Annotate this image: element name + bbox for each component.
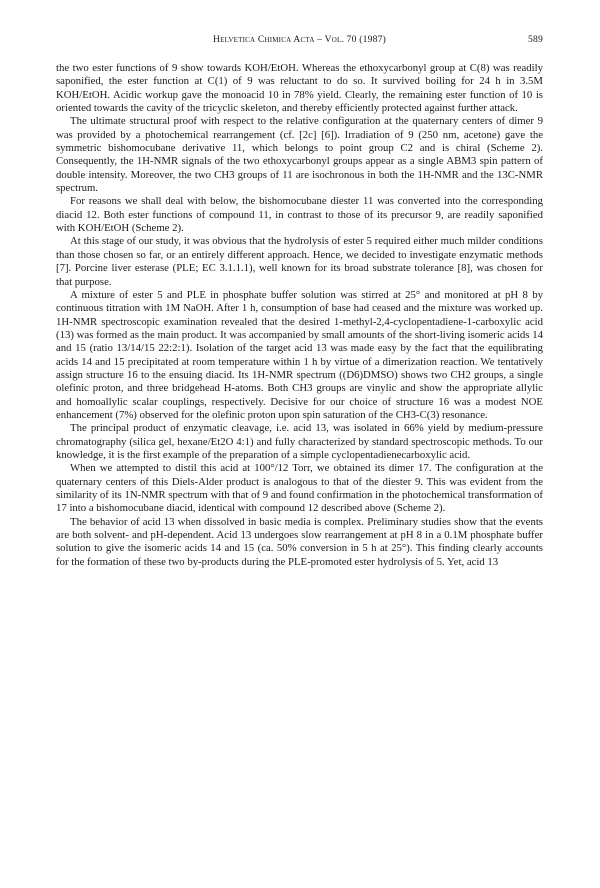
paragraph-1: the two ester functions of 9 show towards KOH/EtOH. Whereas the ethoxycarbonyl group at C(8) was readily saponified, the ester function at C(1) of 9 was reluctant to do so. It survived boiling for 24 h in 3.5M KOH/EtOH. Acidic workup gave the monoacid 10 in 78% yield. Clearly, the remaining ester function of 10 is oriented towards the cavity of the tricyclic skeleton, and thereby efficiently protected against further attack. — [56, 62, 543, 115]
paragraph-5: A mixture of ester 5 and PLE in phosphate buffer solution was stirred at 25° and monitored at pH 8 by continuous titration with 1M NaOH. After 1 h, consumption of base had ceased and the mixture was worked up. 1H-NMR spectroscopic examination revealed that the desired 1-methyl-2,4-cyclopentadiene-1-carboxylic acid (13) was formed as the main product. It was accompanied by small amounts of the short-living isomeric acids 14 and 15 (ratio 13/14/15 22:2:1). Isolation of the target acid 13 was made easy by the fact that the equilibrating acids 14 and 15 precipitated at room temperature within 1 h by virtue of a dimerization reaction. We tentatively assign structure 16 to the ensuing diacid. Its 1H-NMR spectrum ((D6)DMSO) shows two CH2 groups, a single olefinic proton, and three bridgehead H-atoms. Both CH3 groups are vinylic and show the appropriate allylic and homoallylic scalar couplings, respectively. Decisive for our choice of structure 16 was a modest NOE enhancement (7%) observed for the olefinic proton upon spin saturation of the CH3-C(3) resonance. — [56, 288, 543, 421]
paragraph-6: The principal product of enzymatic cleavage, i.e. acid 13, was isolated in 66% yield by medium-pressure chromatography (silica gel, hexane/Et2O 4:1) and fully characterized by standard spectroscopic methods. To our knowledge, it is the first example of the preparation of a simple cyclopentadienecarboxylic acid. — [56, 422, 543, 461]
paragraph-4: At this stage of our study, it was obvious that the hydrolysis of ester 5 required either much milder conditions than those chosen so far, or an entirely different approach. Hence, we decided to investigate enzymatic methods [7]. Porcine liver esterase (PLE; EC 3.1.1.1), well known for its broad substrate tolerance [8], was chosen for that purpose. — [56, 235, 543, 288]
journal-title: Helvetica Chimica Acta – Vol. 70 (1987) — [212, 34, 387, 45]
paragraph-3: For reasons we shall deal with below, the bishomocubane diester 11 was converted into the corresponding diacid 12. Both ester functions of compound 11, in contrast to those of its precursor 9, are readily saponified with KOH/EtOH (Scheme 2). — [56, 195, 543, 235]
paragraph-8: The behavior of acid 13 when dissolved in basic media is complex. Preliminary studies show that the events are both solvent- and pH-dependent. Acid 13 undergoes slow rearrangement at pH 8 in a 0.1M phosphate buffer solution to give the isomeric acids 14 and 15 (ca. 50% conversion in 5 h at 25°). This finding clearly accounts for the formation of these two by-products during the PLE-promoted ester hydrolysis of 5. Yet, acid 13 — [56, 515, 543, 568]
article-body — [56, 62, 543, 569]
page-number: 589 — [528, 34, 543, 45]
journal-page — [56, 34, 543, 569]
running-header — [56, 34, 543, 52]
paragraph-7: When we attempted to distil this acid at 100°/12 Torr, we obtained its dimer 17. The configuration at the quaternary centers of this Diels-Alder product is analogous to that of the diester 9. This was evident from the similarity of its 1N-NMR spectrum with that of 9 and found confirmation in the photochemical transformation of 17 into a bishomocubane diacid, identical with compound 12 described above (Scheme 2). — [56, 462, 543, 515]
paragraph-2: The ultimate structural proof with respect to the relative configuration at the quaternary centers of dimer 9 was provided by a photochemical rearrangement (cf. [2c] [6]). Irradiation of 9 (250 nm, acetone) gave the symmetric bishomocubane derivative 11, which belongs to point group C2 and is chiral (Scheme 2). Consequently, the 1H-NMR signals of the two ethoxycarbonyl groups appear as a single ABM3 spin pattern of double intensity. Moreover, the two CH3 groups of 11 are isochronous in both the 1H-NMR and the 13C-NMR spectrum. — [56, 115, 543, 195]
